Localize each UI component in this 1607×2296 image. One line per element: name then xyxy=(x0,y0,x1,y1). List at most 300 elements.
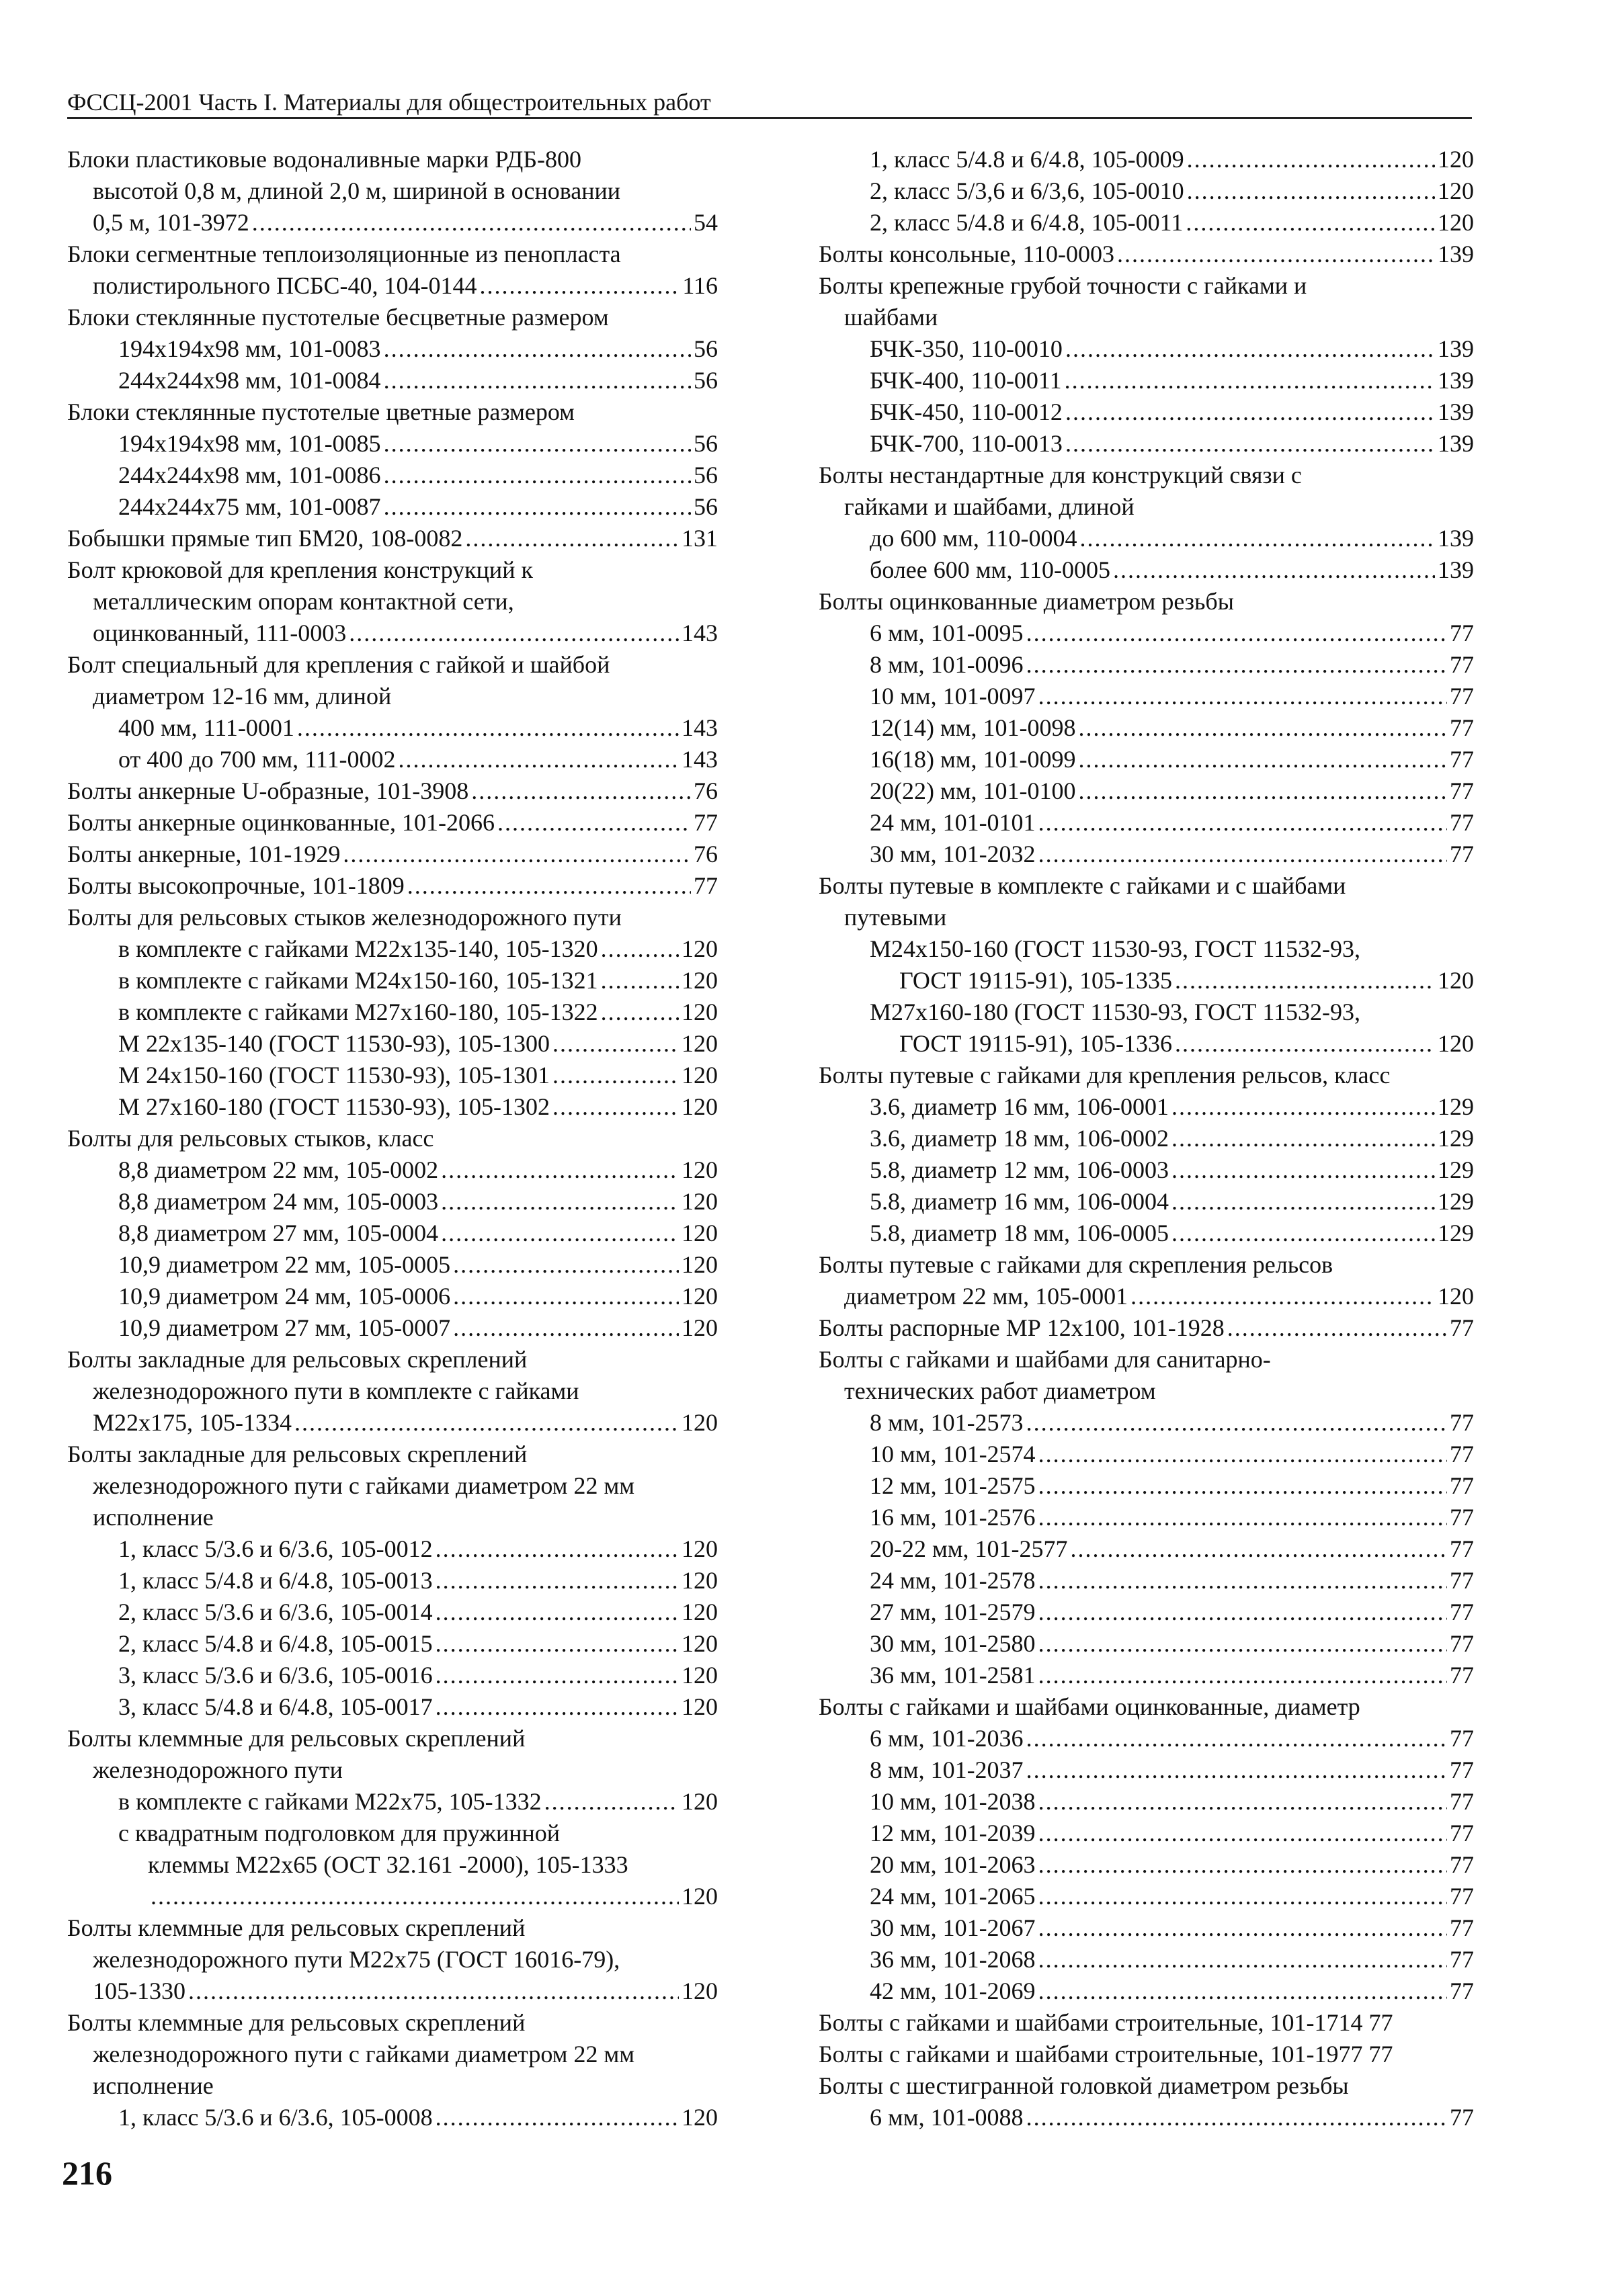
dot-leader xyxy=(436,1628,679,1660)
entry-text: 36 мм, 101-2068 xyxy=(870,1946,1036,1973)
entry-page-ref: 129 xyxy=(1438,1093,1474,1120)
entry-text: БЧК-450, 110-0012 xyxy=(870,398,1063,425)
entry-page-ref: 116 xyxy=(682,272,718,299)
dot-leader xyxy=(384,428,691,460)
dot-leader xyxy=(436,1691,679,1723)
entry-text: М22x175, 105-1334 xyxy=(93,1409,292,1436)
index-entry xyxy=(819,1312,1474,1344)
page-number: 216 xyxy=(62,2154,112,2192)
index-entry xyxy=(819,396,1474,428)
entry-page-ref: 120 xyxy=(682,2104,718,2131)
index-line: железнодорожного пути с гайками диаметром 22 мм xyxy=(93,1472,635,1499)
dot-leader xyxy=(453,1281,679,1312)
entry-text: 194x194x98 мм, 101-0083 xyxy=(118,335,381,362)
entry-text: 2, класс 5/4.8 и 6/4.8, 105-0015 xyxy=(118,1630,433,1657)
dot-leader xyxy=(1038,1565,1447,1597)
entry-page-ref: 120 xyxy=(682,1535,718,1562)
index-entry xyxy=(819,807,1474,839)
index-line: железнодорожного пути М22x75 (ГОСТ 16016-79), xyxy=(93,1946,620,1973)
entry-text: 16 мм, 101-2576 xyxy=(870,1504,1036,1531)
entry-text: БЧК-350, 110-0010 xyxy=(870,335,1063,362)
entry-page-ref: 120 xyxy=(682,998,718,1025)
index-entry xyxy=(819,649,1474,681)
index-entry xyxy=(819,333,1474,365)
dot-leader xyxy=(1171,1091,1435,1123)
index-line: клеммы М22x65 (ОСТ 32.161 -2000), 105-1333 xyxy=(148,1851,628,1878)
entry-page-ref: 120 xyxy=(1438,967,1474,994)
index-heading: Болты с шестигранной головкой диаметром резьбы xyxy=(819,2072,1349,2099)
index-entry xyxy=(67,1407,718,1439)
dot-leader xyxy=(1079,712,1447,744)
entry-page-ref: 143 xyxy=(682,746,718,773)
entry-page-ref: 77 xyxy=(1450,1662,1474,1689)
dot-leader xyxy=(544,1786,679,1818)
entry-page-ref: 129 xyxy=(1438,1156,1474,1183)
index-heading: Болты нестандартные для конструкций связи с xyxy=(819,462,1302,488)
index-entry xyxy=(67,2102,718,2133)
entry-page-ref: 120 xyxy=(1438,146,1474,173)
entry-page-ref: 143 xyxy=(682,714,718,741)
entry-text: 8,8 диаметром 24 мм, 105-0003 xyxy=(118,1188,439,1215)
entry-text: 8,8 диаметром 22 мм, 105-0002 xyxy=(118,1156,439,1183)
entry-page-ref: 77 xyxy=(1450,1756,1474,1783)
entry-page-ref: 77 xyxy=(1450,1409,1474,1436)
index-entry xyxy=(67,1060,718,1091)
index-heading: Болты клеммные для рельсовых скреплений xyxy=(67,1725,526,1752)
dot-leader xyxy=(552,1091,679,1123)
entry-text: 30 мм, 101-2580 xyxy=(870,1630,1036,1657)
index-heading: Блоки пластиковые водоналивные марки РДБ-800 xyxy=(67,146,581,173)
entry-text: 8 мм, 101-2037 xyxy=(870,1756,1024,1783)
index-heading: Болты путевые в комплекте с гайками и с шайбами xyxy=(819,872,1346,899)
entry-text: 12 мм, 101-2039 xyxy=(870,1820,1036,1846)
index-line: железнодорожного пути xyxy=(93,1756,343,1783)
index-entry xyxy=(67,1312,718,1344)
index-entry xyxy=(67,1691,718,1723)
dot-leader xyxy=(1065,333,1435,365)
dot-leader xyxy=(453,1249,679,1281)
entry-text: до 600 мм, 110-0004 xyxy=(870,525,1077,552)
dot-leader xyxy=(188,1975,679,2007)
entry-page-ref: 77 xyxy=(1450,1314,1474,1341)
dot-leader xyxy=(384,333,691,365)
dot-leader xyxy=(1175,965,1435,996)
index-entry xyxy=(819,1975,1474,2007)
dot-leader xyxy=(1038,1881,1447,1912)
entry-text: полистирольного ПСБС-40, 104-0144 xyxy=(93,272,477,299)
index-heading: Блоки сегментные теплоизоляционные из пенопласта xyxy=(67,241,621,267)
index-entry xyxy=(819,1881,1474,1912)
entry-page-ref: 120 xyxy=(682,1662,718,1689)
dot-leader xyxy=(384,460,691,491)
dot-leader xyxy=(1038,1975,1447,2007)
running-header: ФССЦ-2001 Часть I. Материалы для общестроительных работ xyxy=(67,87,1472,119)
dot-leader xyxy=(1038,681,1447,712)
dot-leader xyxy=(1065,428,1435,460)
entry-text: 20(22) мм, 101-0100 xyxy=(870,777,1076,804)
index-entry xyxy=(819,1028,1474,1060)
index-entry xyxy=(819,1186,1474,1218)
index-heading: Болты путевые с гайками для скрепления рельсов xyxy=(819,1251,1333,1278)
index-entry xyxy=(819,144,1474,175)
dot-leader xyxy=(1038,1470,1447,1502)
dot-leader xyxy=(601,933,679,965)
entry-text: Болты анкерные оцинкованные, 101-2066 xyxy=(67,809,495,836)
dot-leader xyxy=(1038,1597,1447,1628)
entry-page-ref: 129 xyxy=(1438,1220,1474,1246)
dot-leader xyxy=(1171,1186,1435,1218)
entry-text: Болты высокопрочные, 101-1809 xyxy=(67,872,405,899)
index-entry xyxy=(819,1281,1474,1312)
entry-text: БЧК-700, 110-0013 xyxy=(870,430,1063,457)
index-heading: Болты крепежные грубой точности с гайками и xyxy=(819,272,1307,299)
entry-text: 30 мм, 101-2032 xyxy=(870,841,1036,867)
index-entry xyxy=(67,965,718,996)
dot-leader xyxy=(1026,618,1447,649)
dot-leader xyxy=(436,1597,679,1628)
index-entry xyxy=(67,1975,718,2007)
index-entry xyxy=(67,1881,718,1912)
index-line: М24x150-160 (ГОСТ 11530-93, ГОСТ 11532-93, xyxy=(870,935,1361,962)
dot-leader xyxy=(601,965,679,996)
index-entry xyxy=(67,1628,718,1660)
index-heading: Болт крюковой для крепления конструкций к xyxy=(67,556,533,583)
entry-page-ref: 120 xyxy=(682,1693,718,1720)
entry-text: 5.8, диаметр 16 мм, 106-0004 xyxy=(870,1188,1169,1215)
dot-leader xyxy=(1130,1281,1435,1312)
entry-page-ref: 139 xyxy=(1438,367,1474,394)
entry-page-ref: 77 xyxy=(1450,620,1474,646)
entry-page-ref: 77 xyxy=(1450,841,1474,867)
entry-page-ref: 77 xyxy=(694,872,718,899)
index-entry xyxy=(819,1218,1474,1249)
entry-text: 2, класс 5/3,6 и 6/3,6, 105-0010 xyxy=(870,177,1184,204)
entry-text: 12(14) мм, 101-0098 xyxy=(870,714,1076,741)
dot-leader xyxy=(1038,1912,1447,1944)
entry-text: ГОСТ 19115-91), 105-1335 xyxy=(899,967,1172,994)
entry-text: Болты анкерные U-образные, 101-3908 xyxy=(67,777,469,804)
entry-page-ref: 76 xyxy=(694,841,718,867)
entry-page-ref: 77 xyxy=(1450,1820,1474,1846)
entry-text: 16(18) мм, 101-0099 xyxy=(870,746,1076,773)
entry-text: Болты распорные МР 12x100, 101-1928 xyxy=(819,1314,1225,1341)
index-column-right xyxy=(819,144,1474,2133)
dot-leader xyxy=(601,996,679,1028)
entry-text: оцинкованный, 111-0003 xyxy=(93,620,347,646)
index-column-left xyxy=(67,144,718,2133)
index-heading: Болты закладные для рельсовых скреплений xyxy=(67,1441,528,1468)
entry-page-ref: 120 xyxy=(682,1093,718,1120)
entry-page-ref: 77 xyxy=(1450,777,1474,804)
entry-page-ref: 77 xyxy=(1450,1725,1474,1752)
entry-page-ref: 120 xyxy=(682,1251,718,1278)
index-entry xyxy=(67,618,718,649)
entry-page-ref: 77 xyxy=(1450,1504,1474,1531)
dot-leader xyxy=(384,491,691,523)
entry-text: 194x194x98 мм, 101-0085 xyxy=(118,430,381,457)
index-entry xyxy=(67,1028,718,1060)
index-entry xyxy=(67,333,718,365)
entry-text: 20-22 мм, 101-2577 xyxy=(870,1535,1068,1562)
dot-leader xyxy=(1038,839,1447,870)
entry-page-ref: 120 xyxy=(682,1062,718,1089)
dot-leader xyxy=(1171,1218,1435,1249)
entry-page-ref: 77 xyxy=(1450,714,1474,741)
entry-text: 1, класс 5/3.6 и 6/3.6, 105-0008 xyxy=(118,2104,433,2131)
dot-leader xyxy=(1038,1502,1447,1533)
entry-text: 36 мм, 101-2581 xyxy=(870,1662,1036,1689)
dot-leader xyxy=(436,1533,679,1565)
index-line: гайками и шайбами, длиной xyxy=(844,493,1135,520)
entry-page-ref: 120 xyxy=(682,1599,718,1625)
index-entry xyxy=(819,1123,1474,1154)
index-entry xyxy=(819,239,1474,270)
index-line: металлическим опорам контактной сети, xyxy=(93,588,514,615)
index-entry xyxy=(819,1597,1474,1628)
index-line: диаметром 12-16 мм, длиной xyxy=(93,683,392,710)
entry-page-ref: 120 xyxy=(682,935,718,962)
entry-page-ref: 139 xyxy=(1438,556,1474,583)
entry-text: 6 мм, 101-0095 xyxy=(870,620,1024,646)
entry-page-ref: 77 xyxy=(1450,1978,1474,2004)
dot-leader xyxy=(151,1881,679,1912)
index-entry xyxy=(67,270,718,302)
entry-page-ref: 120 xyxy=(682,1188,718,1215)
entry-page-ref: 120 xyxy=(682,1978,718,2004)
entry-text: М 24x150-160 (ГОСТ 11530-93), 105-1301 xyxy=(118,1062,550,1089)
entry-page-ref: 77 xyxy=(1450,1946,1474,1973)
entry-page-ref: 77 xyxy=(694,809,718,836)
index-line: железнодорожного пути с гайками диаметром 22 мм xyxy=(93,2041,635,2068)
index-entry xyxy=(819,1723,1474,1754)
index-heading: Болты с гайками и шайбами строительные, 101-1977 77 xyxy=(819,2041,1393,2068)
index-entry xyxy=(819,1628,1474,1660)
index-line: шайбами xyxy=(844,304,938,331)
entry-text: 10,9 диаметром 27 мм, 105-0007 xyxy=(118,1314,451,1341)
entry-text: 244x244x98 мм, 101-0084 xyxy=(118,367,381,394)
dot-leader xyxy=(1026,1407,1447,1439)
entry-page-ref: 131 xyxy=(682,525,718,552)
index-entry xyxy=(819,1660,1474,1691)
entry-text: Болты консольные, 110-0003 xyxy=(819,241,1114,267)
dot-leader xyxy=(1079,744,1447,775)
entry-text: 244x244x98 мм, 101-0086 xyxy=(118,462,381,488)
entry-page-ref: 120 xyxy=(682,1030,718,1057)
index-entry xyxy=(67,428,718,460)
dot-leader xyxy=(1038,1439,1447,1470)
entry-page-ref: 54 xyxy=(694,209,718,236)
dot-leader xyxy=(1065,365,1435,396)
index-entry xyxy=(67,1533,718,1565)
entry-text: 6 мм, 101-2036 xyxy=(870,1725,1024,1752)
entry-page-ref: 77 xyxy=(1450,746,1474,773)
index-entry xyxy=(819,1786,1474,1818)
dot-leader xyxy=(1026,2102,1447,2133)
entry-page-ref: 56 xyxy=(694,430,718,457)
entry-page-ref: 77 xyxy=(1450,1441,1474,1468)
index-heading: Болт специальный для крепления с гайкой и шайбой xyxy=(67,651,610,678)
entry-text: более 600 мм, 110-0005 xyxy=(870,556,1110,583)
index-line: с квадратным подголовком для пружинной xyxy=(118,1820,561,1846)
index-entry xyxy=(67,365,718,396)
index-line: путевыми xyxy=(844,904,947,931)
index-entry xyxy=(67,1154,718,1186)
entry-text: 24 мм, 101-2065 xyxy=(870,1883,1036,1910)
index-entry xyxy=(819,744,1474,775)
entry-page-ref: 120 xyxy=(682,1630,718,1657)
index-entry xyxy=(67,523,718,554)
dot-leader xyxy=(294,1407,679,1439)
entry-text: 3, класс 5/3.6 и 6/3.6, 105-0016 xyxy=(118,1662,433,1689)
dot-leader xyxy=(1227,1312,1447,1344)
index-heading: Болты клеммные для рельсовых скреплений xyxy=(67,1914,526,1941)
entry-page-ref: 120 xyxy=(682,1883,718,1910)
index-heading: Болты для рельсовых стыков, класс xyxy=(67,1125,434,1152)
dot-leader xyxy=(1113,554,1435,586)
index-heading: Болты с гайками и шайбами оцинкованные, диаметр xyxy=(819,1693,1360,1720)
dot-leader xyxy=(1080,523,1435,554)
entry-text: 10,9 диаметром 24 мм, 105-0006 xyxy=(118,1283,451,1310)
entry-page-ref: 139 xyxy=(1438,430,1474,457)
entry-page-ref: 77 xyxy=(1450,1472,1474,1499)
dot-leader xyxy=(1038,1660,1447,1691)
entry-text: 244x244x75 мм, 101-0087 xyxy=(118,493,381,520)
index-entry xyxy=(819,554,1474,586)
index-entry xyxy=(819,1091,1474,1123)
dot-leader xyxy=(479,270,679,302)
entry-page-ref: 77 xyxy=(1450,1535,1474,1562)
entry-text: 2, класс 5/3.6 и 6/3.6, 105-0014 xyxy=(118,1599,433,1625)
dot-leader xyxy=(1079,775,1447,807)
entry-page-ref: 120 xyxy=(682,1314,718,1341)
index-entry xyxy=(67,933,718,965)
entry-page-ref: 77 xyxy=(1450,1883,1474,1910)
index-entry xyxy=(819,365,1474,396)
entry-text: 20 мм, 101-2063 xyxy=(870,1851,1036,1878)
index-entry xyxy=(819,175,1474,207)
index-entry xyxy=(819,523,1474,554)
entry-page-ref: 77 xyxy=(1450,651,1474,678)
dot-leader xyxy=(407,870,691,902)
entry-page-ref: 120 xyxy=(1438,209,1474,236)
dot-leader xyxy=(252,207,691,239)
dot-leader xyxy=(497,807,691,839)
entry-page-ref: 56 xyxy=(694,462,718,488)
index-heading: Болты путевые с гайками для крепления рельсов, класс xyxy=(819,1062,1391,1089)
index-entry xyxy=(67,839,718,870)
entry-page-ref: 77 xyxy=(1450,683,1474,710)
entry-text: 30 мм, 101-2067 xyxy=(870,1914,1036,1941)
entry-text: 8 мм, 101-2573 xyxy=(870,1409,1024,1436)
index-entry xyxy=(67,996,718,1028)
index-entry xyxy=(67,744,718,775)
dot-leader xyxy=(1038,1818,1447,1849)
entry-text: М 27x160-180 (ГОСТ 11530-93), 105-1302 xyxy=(118,1093,550,1120)
index-entry xyxy=(67,1281,718,1312)
dot-leader xyxy=(1038,1786,1447,1818)
dot-leader xyxy=(441,1186,679,1218)
index-entry xyxy=(819,681,1474,712)
index-entry xyxy=(67,491,718,523)
index-entry xyxy=(67,775,718,807)
dot-leader xyxy=(1026,1723,1447,1754)
index-entry xyxy=(67,1091,718,1123)
index-line: технических работ диаметром xyxy=(844,1377,1156,1404)
entry-text: Бобышки прямые тип БМ20, 108-0082 xyxy=(67,525,463,552)
index-line: железнодорожного пути в комплекте с гайками xyxy=(93,1377,579,1404)
index-line: М27x160-180 (ГОСТ 11530-93, ГОСТ 11532-93, xyxy=(870,998,1361,1025)
dot-leader xyxy=(384,365,691,396)
entry-page-ref: 139 xyxy=(1438,525,1474,552)
index-line: исполнение xyxy=(93,1504,214,1531)
entry-page-ref: 76 xyxy=(694,777,718,804)
entry-text: 400 мм, 111-0001 xyxy=(118,714,294,741)
index-entry xyxy=(67,1597,718,1628)
entry-text: 10 мм, 101-0097 xyxy=(870,683,1036,710)
index-entry xyxy=(67,807,718,839)
entry-text: 5.8, диаметр 12 мм, 106-0003 xyxy=(870,1156,1169,1183)
entry-page-ref: 129 xyxy=(1438,1125,1474,1152)
entry-page-ref: 120 xyxy=(1438,1283,1474,1310)
entry-page-ref: 120 xyxy=(682,967,718,994)
index-heading: Болты с гайками и шайбами для санитарно- xyxy=(819,1346,1271,1373)
entry-text: 27 мм, 101-2579 xyxy=(870,1599,1036,1625)
index-heading: Болты с гайками и шайбами строительные, 101-1714 77 xyxy=(819,2009,1393,2036)
index-entry xyxy=(819,1470,1474,1502)
index-entry xyxy=(67,1565,718,1597)
entry-text: Болты анкерные, 101-1929 xyxy=(67,841,341,867)
entry-text: 42 мм, 101-2069 xyxy=(870,1978,1036,2004)
entry-text: 12 мм, 101-2575 xyxy=(870,1472,1036,1499)
index-entry xyxy=(819,1565,1474,1597)
entry-text: 10 мм, 101-2574 xyxy=(870,1441,1036,1468)
dot-leader xyxy=(436,1660,679,1691)
entry-page-ref: 139 xyxy=(1438,241,1474,267)
entry-text: в комплекте с гайками М24x150-160, 105-1321 xyxy=(118,967,598,994)
index-entry xyxy=(819,618,1474,649)
index-entry xyxy=(819,1849,1474,1881)
entry-text: 8 мм, 101-0096 xyxy=(870,651,1024,678)
entry-text: 1, класс 5/4.8 и 6/4.8, 105-0009 xyxy=(870,146,1184,173)
entry-page-ref: 139 xyxy=(1438,335,1474,362)
entry-page-ref: 120 xyxy=(682,1156,718,1183)
index-entry xyxy=(819,775,1474,807)
entry-text: 5.8, диаметр 18 мм, 106-0005 xyxy=(870,1220,1169,1246)
index-entry xyxy=(67,870,718,902)
dot-leader xyxy=(1026,1754,1447,1786)
entry-page-ref: 77 xyxy=(1450,2104,1474,2131)
dot-leader xyxy=(441,1218,679,1249)
dot-leader xyxy=(453,1312,679,1344)
entry-text: диаметром 22 мм, 105-0001 xyxy=(844,1283,1128,1310)
entry-page-ref: 56 xyxy=(694,367,718,394)
entry-text: 3.6, диаметр 16 мм, 106-0001 xyxy=(870,1093,1169,1120)
dot-leader xyxy=(1038,1849,1447,1881)
dot-leader xyxy=(1175,1028,1435,1060)
index-entry xyxy=(819,1439,1474,1470)
entry-page-ref: 120 xyxy=(682,1788,718,1815)
dot-leader xyxy=(465,523,679,554)
index-entry xyxy=(819,1407,1474,1439)
entry-text: 2, класс 5/4.8 и 6/4.8, 105-0011 xyxy=(870,209,1184,236)
entry-page-ref: 120 xyxy=(682,1409,718,1436)
dot-leader xyxy=(1065,396,1435,428)
entry-text: ГОСТ 19115-91), 105-1336 xyxy=(899,1030,1172,1057)
entry-page-ref: 129 xyxy=(1438,1188,1474,1215)
entry-page-ref: 143 xyxy=(682,620,718,646)
dot-leader xyxy=(1171,1154,1435,1186)
index-entry xyxy=(819,712,1474,744)
